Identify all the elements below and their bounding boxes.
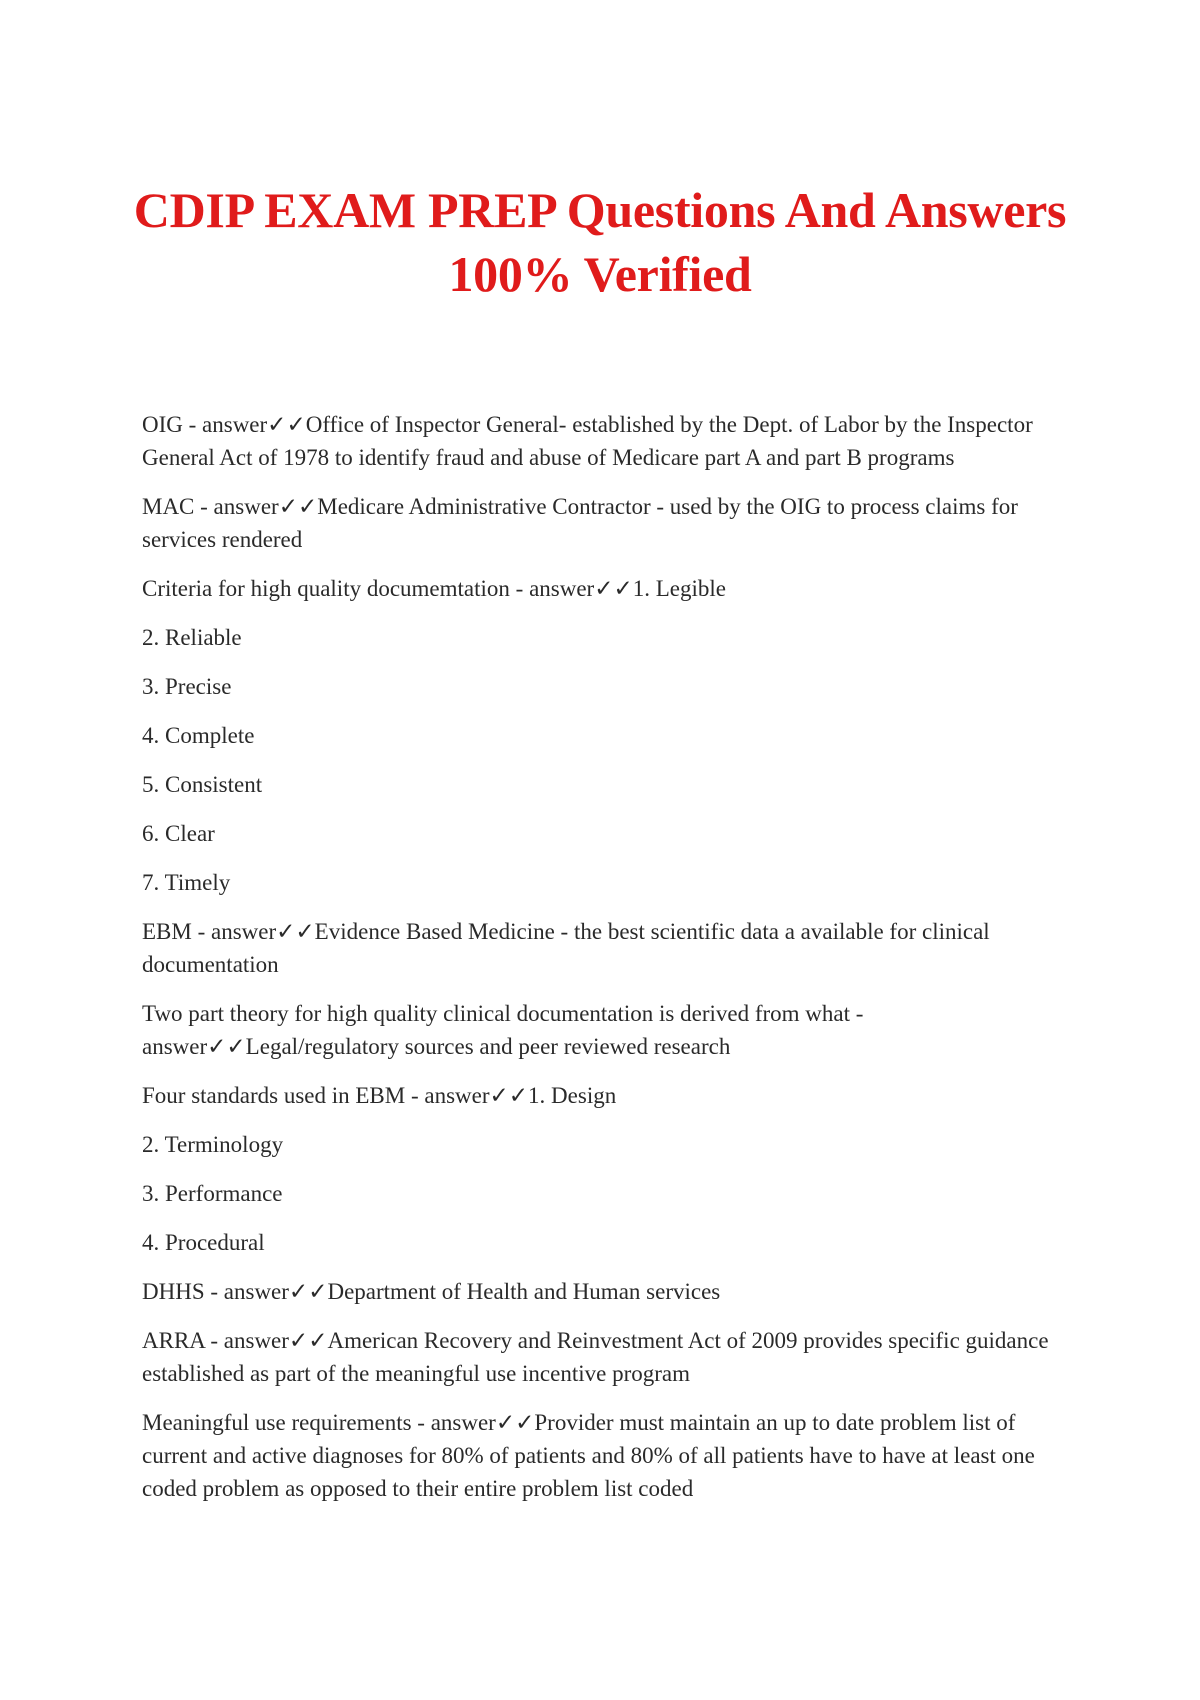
list-item: 6. Clear xyxy=(142,821,215,846)
qa-content xyxy=(142,408,1077,1521)
qa-oig: OIG - answer✓✓Office of Inspector General- established by the Dept. of Labor by the Inspector General Act of 1978 to identify fraud and abuse of Medicare part A and part B programs xyxy=(142,412,1033,470)
page-title xyxy=(100,178,1100,306)
qa-two-part-theory: Two part theory for high quality clinical documentation is derived from what - answer✓✓Legal/regulatory sources and peer reviewed research xyxy=(142,1001,864,1059)
list-item: 3. Performance xyxy=(142,1181,283,1206)
qa-meaningful-use: Meaningful use requirements - answer✓✓Provider must maintain an up to date problem list of current and active diagnoses for 80% of patients and 80% of all patients have to have at least one coded problem as opposed to their entire problem list coded xyxy=(142,1410,1035,1501)
list-item: 4. Procedural xyxy=(142,1230,265,1255)
qa-four-standards: Four standards used in EBM - answer✓✓1. Design xyxy=(142,1083,617,1108)
qa-dhhs: DHHS - answer✓✓Department of Health and Human services xyxy=(142,1279,721,1304)
list-item: 4. Complete xyxy=(142,723,255,748)
qa-arra: ARRA - answer✓✓American Recovery and Reinvestment Act of 2009 provides specific guidance established as part of the meaningful use incentive program xyxy=(142,1328,1049,1386)
list-item: 5. Consistent xyxy=(142,772,263,797)
qa-mac: MAC - answer✓✓Medicare Administrative Contractor - used by the OIG to process claims for services rendered xyxy=(142,494,1018,552)
title-line-2: 100% Verified xyxy=(448,246,752,302)
list-item: 2. Terminology xyxy=(142,1132,284,1157)
title-line-1: CDIP EXAM PREP Questions And Answers xyxy=(133,182,1067,238)
qa-criteria: Criteria for high quality documemtation - answer✓✓1. Legible xyxy=(142,576,726,601)
list-item: 7. Timely xyxy=(142,870,231,895)
list-item: 2. Reliable xyxy=(142,625,242,650)
list-item: 3. Precise xyxy=(142,674,232,699)
qa-ebm: EBM - answer✓✓Evidence Based Medicine - the best scientific data a available for clinical documentation xyxy=(142,919,990,977)
